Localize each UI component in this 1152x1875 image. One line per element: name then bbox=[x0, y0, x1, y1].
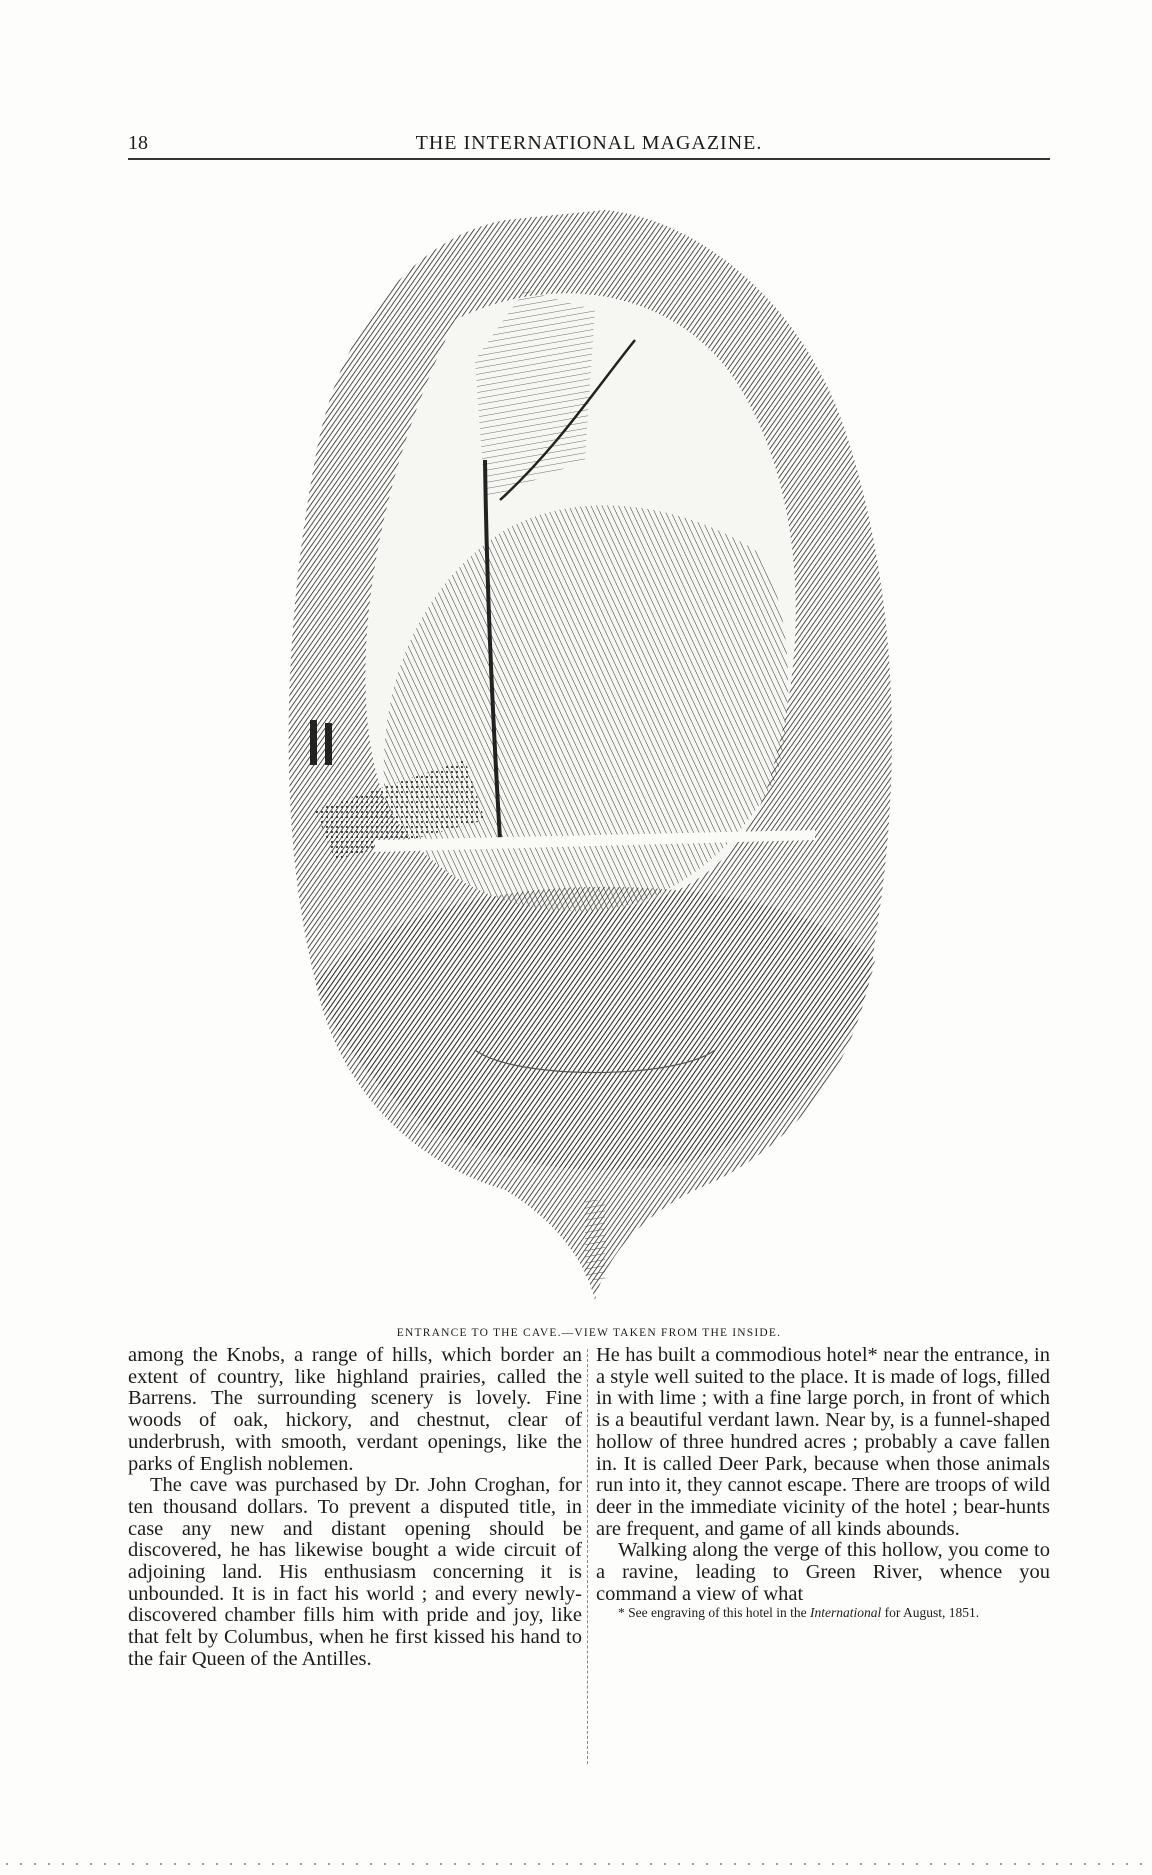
cave-entrance-engraving bbox=[255, 200, 935, 1310]
footnote bbox=[596, 1605, 1050, 1621]
left-paragraph-1: among the Knobs, a range of hills, which border an extent of country, like highland prairies, called the Barrens. The surrounding scenery is lovely. Fine woods of oak, hickory, and chestnut, clear of underbrush, with smooth, verdant openings, like the parks of English noblemen. bbox=[128, 1344, 582, 1475]
right-column bbox=[596, 1345, 1050, 1621]
footnote-text-end: for August, 1851. bbox=[881, 1605, 980, 1621]
footnote-text-start: * See engraving of this hotel in the bbox=[618, 1605, 810, 1621]
left-paragraph-2: The cave was purchased by Dr. John Croghan, for ten thousand dollars. To prevent a disputed title, in case any new and distant opening should be discovered, he has likewise bought a wide circuit of adjoining land. His enthusiasm concerning it is unbounded. It is in fact his world ; and every newly-discovered chamber fills him with pride and joy, like that felt by Columbus, when he first kissed his hand to the fair Queen of the Antilles. bbox=[128, 1474, 582, 1670]
column-divider bbox=[587, 1349, 588, 1764]
magazine-title: THE INTERNATIONAL MAGAZINE. bbox=[415, 132, 763, 154]
right-paragraph-1: He has built a commodious hotel* near the entrance, in a style well suited to the place. It is made of logs, filled in with lime ; with a fine large porch, in front of which is a beautiful verdant lawn. Near by, is a funnel-shaped hollow of three hundred acres ; probably a cave fallen in. It is called Deer Park, because when those animals run into it, they cannot escape. There are troops of wild deer in the immediate vicinity of the hotel ; bear-hunts are frequent, and game of all kinds abounds. bbox=[596, 1344, 1050, 1540]
right-paragraph-2: Walking along the verge of this hollow, you come to a ravine, leading to Green River, whence you command a view of what bbox=[596, 1539, 1050, 1605]
figure-caption: ENTRANCE TO THE CAVE.—VIEW TAKEN FROM THE INSIDE. bbox=[396, 1327, 782, 1339]
running-header bbox=[128, 128, 1050, 160]
bottom-edge-specks bbox=[0, 1862, 1152, 1866]
footnote-italic-title: International bbox=[809, 1605, 882, 1621]
left-column bbox=[128, 1345, 582, 1671]
page-number: 18 bbox=[128, 132, 148, 154]
